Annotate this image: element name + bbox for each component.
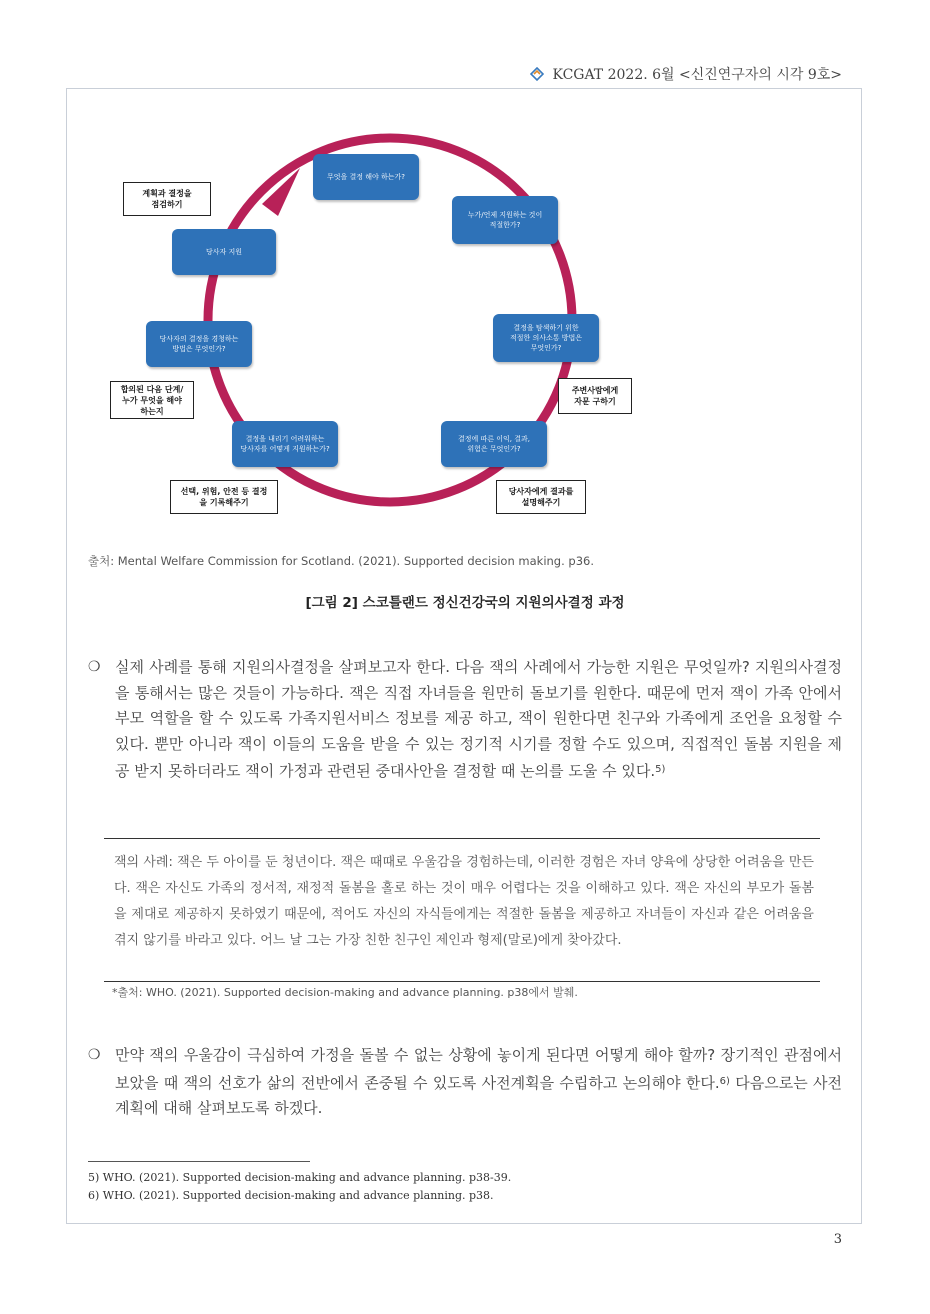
node-text: 결정을 내리기 어려워하는 당사자를 어떻게 지원하는가?	[240, 435, 330, 453]
node-text: 당사자의 결정을 경청하는 방법은 무엇인가?	[159, 335, 239, 353]
note-agreed-next-steps	[110, 381, 194, 419]
case-text: 잭의 사례: 잭은 두 아이를 둔 청년이다. 잭은 때때로 우울감을 경험하는데, 이러한 경험은 자녀 양육에 상당한 어려움을 만든다. 잭은 자신도 가족의 정서적, 재정적 돌봄을 홀로 하는 것이 매우 어렵다는 것을 이해하고 있다. 잭은 자신의 부모가 돌봄을 제대로 제공하지 못하였기 때문에, 적어도 자신의 자식들에게는 적절한 돌봄을 제공하고 자녀들이 자신과 같은 어려움을 겪지 않기를 바라고 있다. 어느 날 그는 가장 친한 친구인 제인과 형제(말로)에게 찾아갔다.	[114, 855, 814, 948]
footnote-6: 6) WHO. (2021). Supported decision-making and advance planning. p38.	[88, 1189, 494, 1202]
note-text: 주변사람에게 자문 구하기	[571, 386, 619, 406]
node-communication-method	[493, 314, 599, 362]
footnote-ref-5: 5)	[655, 764, 666, 776]
figure-source: 출처: Mental Welfare Commission for Scotland. (2021). Supported decision making. p36.	[88, 554, 595, 568]
header-text: KCGAT 2022. 6월 <신진연구자의 시각 9호>	[552, 67, 842, 83]
case-source: *출처: WHO. (2021). Supported decision-making and advance planning. p38에서 발췌.	[112, 986, 578, 999]
node-person-support	[172, 229, 276, 275]
paragraph-1-text: 실제 사례를 통해 지원의사결정을 살펴보고자 한다. 다음 잭의 사례에서 가능한 지원은 무엇일까? 지원의사결정을 통해서는 많은 것들이 가능하다. 잭은 직접 자녀들을 원만히 돌보기를 원한다. 때문에 먼저 잭이 가족 안에서 부모 역할을 할 수 있도록 가족지원서비스 정보를 제공 하고, 잭이 원한다면 친구와 가족에게 조언을 요청할 수 있다. 뿐만 아니라 잭이 이들의 도움을 받을 수 있는 정기적 시기를 정할 수도 있으며, 직접적인 돌봄 지원을 제공 받지 못하더라도 잭이 가정과 관련된 중대사안을 결정할 때 논의를 도울 수 있다.$^{5)}$	[115, 658, 842, 781]
node-text: 결정에 따른 이익, 결과, 위험은 무엇인가?	[458, 435, 530, 453]
node-benefits-risks	[441, 421, 547, 467]
node-text: 무엇을 결정 해야 하는가?	[326, 173, 405, 181]
figure-caption: [그림 2] 스코틀랜드 정신건강국의 지원의사결정 과정	[305, 595, 625, 611]
note-review-plans	[123, 182, 211, 216]
note-explain-results	[496, 480, 586, 514]
node-listening-method	[146, 321, 252, 367]
note-record-decisions	[170, 480, 278, 514]
footnote-5: 5) WHO. (2021). Supported decision-making and advance planning. p38-39.	[88, 1171, 512, 1184]
node-who-supports	[452, 196, 558, 244]
paragraph-2-text: 만약 잭의 우울감이 극심하여 가정을 돌볼 수 없는 상황에 놓이게 된다면 어떻게 해야 할까? 장기적인 관점에서 보았을 때 잭의 선호가 삶의 전반에서 존중될 수 있도록 사전계획을 수립하고 논의해야 한다.$^{6)}$ 다음으로는 사전계획에 대해 살펴보도록 하겠다.	[115, 1046, 842, 1118]
page-number: 3	[833, 1232, 842, 1247]
paragraph-1	[88, 655, 842, 785]
note-text: 합의된 다음 단계/ 누가 무엇을 해야 하는지	[120, 384, 184, 416]
bullet-circle-icon: ❍	[88, 1047, 101, 1063]
paragraph-2	[88, 1043, 842, 1122]
note-text: 당사자에게 결과를 설명해주기	[508, 487, 574, 507]
node-text: 누가/언제 지원하는 것이 적절한가?	[467, 211, 543, 229]
node-text: 결정을 탐색하기 위한 적절한 의사소통 방법은 무엇인가?	[509, 324, 583, 352]
note-text: 선택, 위험, 안전 등 결정 을 기록해주기	[180, 487, 268, 507]
footnote-divider	[88, 1161, 310, 1162]
note-text: 계획과 결정을 점검하기	[142, 189, 192, 209]
decision-cycle-diagram	[0, 0, 930, 540]
footnote-ref-6: 6)	[719, 1075, 730, 1087]
note-consult-others	[558, 378, 632, 414]
node-what-to-decide	[313, 154, 419, 200]
case-box	[104, 838, 820, 982]
node-support-difficult-decision	[232, 421, 338, 467]
node-text: 당사자 지원	[205, 248, 243, 256]
bullet-circle-icon: ❍	[88, 659, 101, 675]
